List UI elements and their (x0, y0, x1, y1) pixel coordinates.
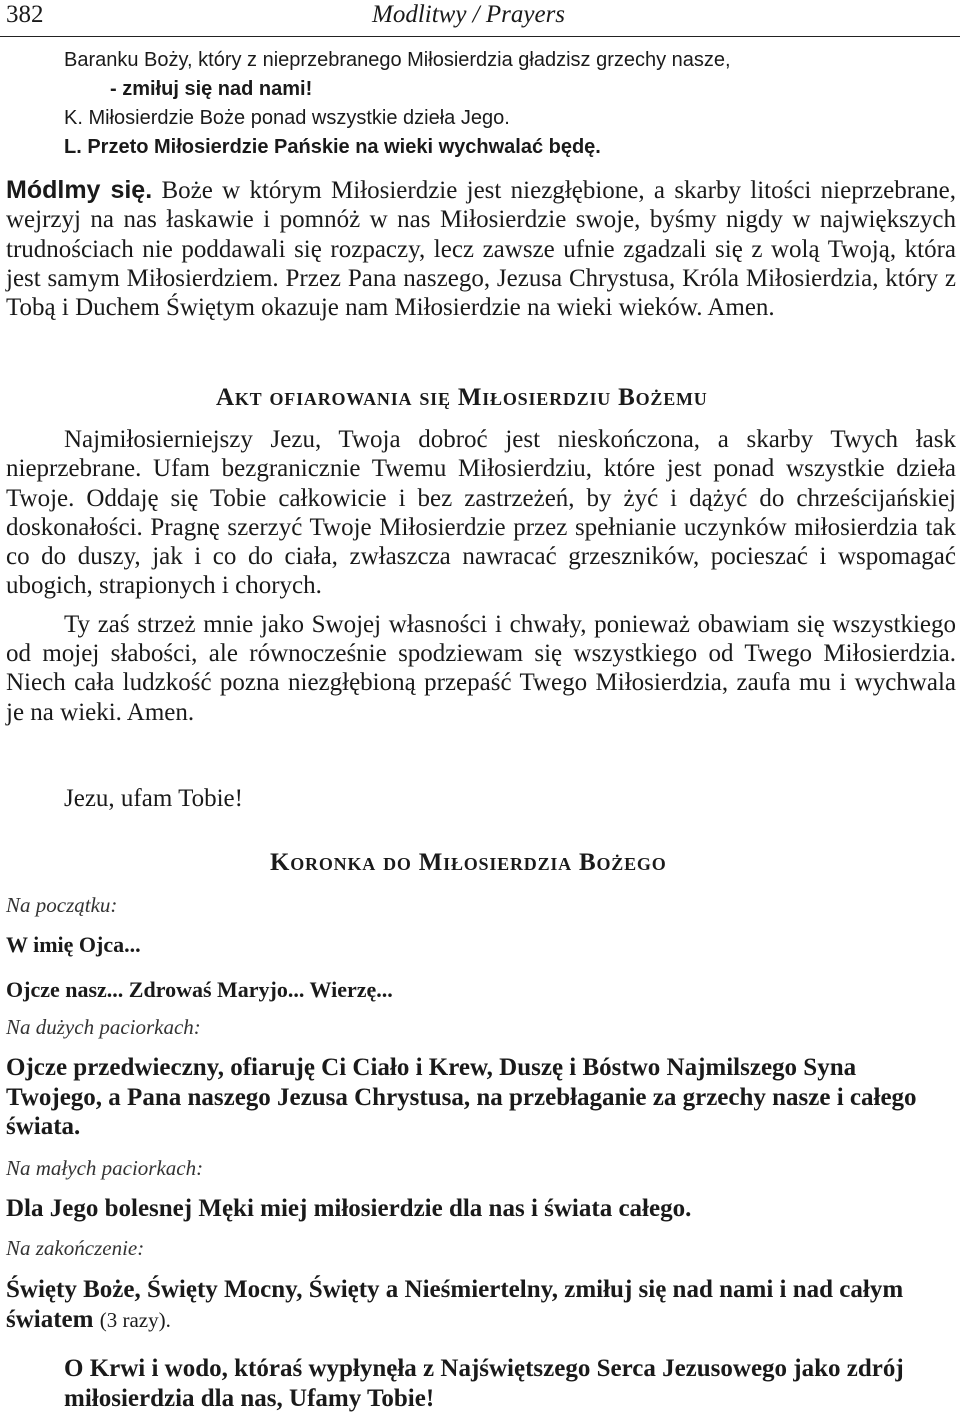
paragraph: Najmiłosierniejszy Jezu, Twoja dobroć jest nieskończona, a skarby Twych łask nieprzebrane. Ufam bezgranicznie Twemu Miłosierdziu, które jest ponad wszystkie dzieła Twoje. Oddaję się Tobie całkowicie i bez zastrzeżeń, by żyć i dążyć do chrześcijańskiej doskonałości. Pragnę szerzyć Twoje Miłosierdzie przez spełnianie uczynków miłosierdzia tak co do duszy, jak i co do ciała, zwłaszcza nawracać grzeszników, pocieszać i wspomagać ubogich, strapionych i chorych. (6, 426, 956, 600)
closing-prayer (6, 176, 956, 322)
repeat-note: (3 razy). (99, 1307, 171, 1332)
litany-responses (64, 46, 944, 162)
rubric-label: Na małych paciorkach: (6, 1156, 204, 1180)
final-invocation: O Krwi i wodo, któraś wypłynęła z Najświętszego Serca Jezusowego jako zdrój miłosierdzia dla nas, Ufamy Tobie! (64, 1355, 904, 1412)
prayer-text: Boże w którym Miłosierdzie jest niezgłębione, a skarby litości nieprzebrane, wejrzyj na nas łaskawie i pomnóż w nas Miłosierdzie swoje, byśmy nigdy w największych trudnościach nie poddawali się rozpaczy, lecz zawsze ufnie zgadzali się z wolą Twoją, która jest samym Miłosierdziem. Przez Pana naszego, Jezusa Chrystusa, Króla Miłosierdzia, który z Tobą i Duchem Świętym okazuje nam Miłosierdzie na wieki wieków. Amen. (6, 177, 957, 322)
response-line: K. Miłosierdzie Boże ponad wszystkie dzieła Jego. (64, 107, 510, 129)
response-line: Baranku Boży, który z nieprzebranego Miłosierdzia gładzisz grzechy nasze, (64, 49, 731, 71)
small-beads-prayer: Dla Jego bolesnej Męki miej miłosierdzie dla nas i świata całego. (6, 1195, 692, 1222)
section-heading-koronka: Koronka do Miłosierdzia Bożego (270, 849, 667, 876)
concluding-prayer (6, 1275, 956, 1335)
rubric-label: Na zakończenie: (6, 1236, 145, 1260)
prayer-line: Ojcze nasz... Zdrowaś Maryjo... Wierzę... (6, 977, 393, 1002)
prayer-line: W imię Ojca... (6, 932, 141, 957)
page-number: 382 (6, 1, 44, 28)
running-title: Modlitwy / Prayers (372, 1, 566, 28)
paragraph: Ty zaś strzeż mnie jako Swojej własności i chwały, ponieważ obawiam się wszystkiego od mojej słabości, ale równocześnie spodziewam się wszystkiego od Twego Miłosierdzia. Niech cała ludzkość pozna niezgłębioną przepaść Twego Miłosierdzia, zaufa mu i wychwala je na wieki. Amen. (6, 610, 956, 726)
rubric-label: Na początku: (6, 893, 118, 917)
closing-invocation: Jezu, ufam Tobie! (64, 785, 243, 812)
response-line: - zmiłuj się nad nami! (110, 78, 313, 100)
section-heading-akt: Akt ofiarowania się Miłosierdziu Bożemu (216, 384, 708, 411)
act-of-offering (6, 425, 956, 727)
response-line: L. Przeto Miłosierdzie Pańskie na wieki wychwalać będę. (64, 136, 601, 158)
concluding-text: Święty Boże, Święty Mocny, Święty a Nieśmiertelny, zmiłuj się nad nami i nad całym światem (6, 1276, 904, 1333)
prayer-lead: Módlmy się. (6, 176, 153, 204)
large-beads-prayer: Ojcze przedwieczny, ofiaruję Ci Ciało i Krew, Duszę i Bóstwo Najmilszego Syna Twojego, a Pana naszego Jezusa Chrystusa, na przebłaganie za grzechy nasze i całego świata. (6, 1054, 917, 1140)
rubric-label: Na dużych paciorkach: (6, 1015, 201, 1039)
page-header (0, 0, 960, 37)
